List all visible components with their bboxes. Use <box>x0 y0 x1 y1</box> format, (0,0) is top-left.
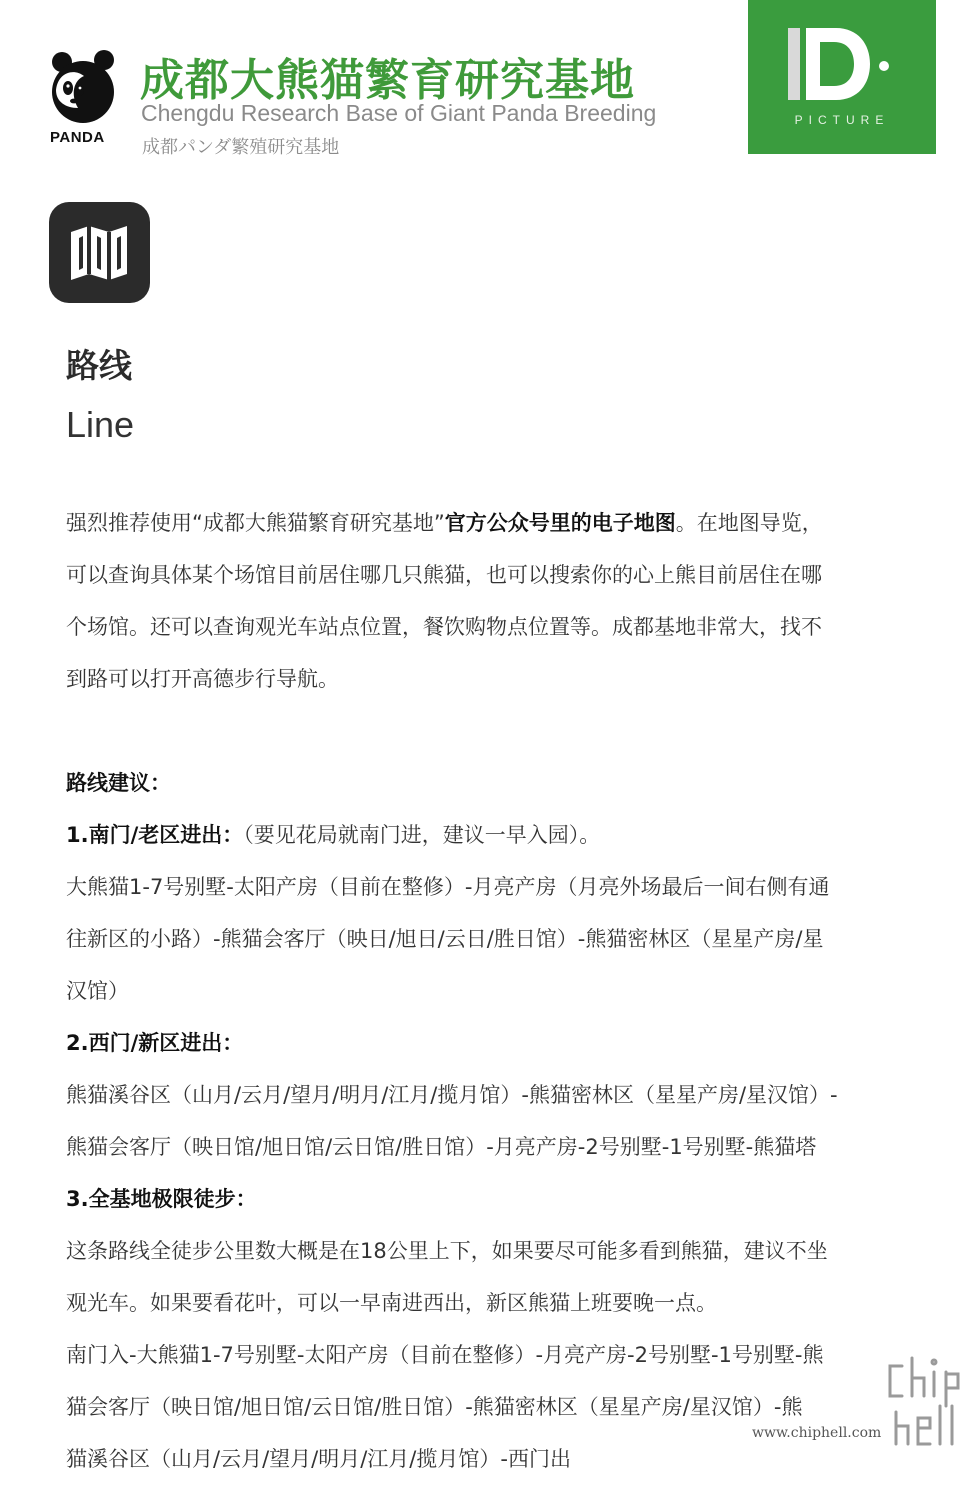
intro-line: 到路可以打开高德步行导航。 <box>66 667 339 691</box>
route-1-line: 大熊猫1-7号别墅-太阳产房（目前在整修）-月亮产房（月亮外场最后一间右侧有通 <box>66 875 830 899</box>
intro-line: 可以查询具体某个场馆目前居住哪几只熊猫，也可以搜索你的心上熊目前居住在哪 <box>66 563 822 587</box>
org-title-japanese: 成都パンダ繁殖研究基地 <box>142 137 340 158</box>
route-1-line: 往新区的小路）-熊猫会客厅（映日/旭日/云日/胜日馆）-熊猫密林区（星星产房/星 <box>66 927 824 951</box>
route-1-title: 1.南门/老区进出： <box>66 823 244 847</box>
intro-text: 。在地图导览， <box>675 511 823 535</box>
picture-logo-icon <box>748 0 936 110</box>
routes-heading: 路线建议： <box>66 771 171 795</box>
intro-line: 个场馆。还可以查询观光车站点位置，餐饮购物点位置等。成都基地非常大，找不 <box>66 615 822 639</box>
section-title-chinese: 路线 <box>66 346 132 385</box>
route-3-line: 猫溪谷区（山月/云月/望月/明月/江月/揽月馆）-西门出 <box>66 1447 571 1471</box>
route-1-title-line <box>66 809 946 861</box>
map-icon <box>49 202 150 303</box>
route-2-line: 熊猫会客厅（映日馆/旭日馆/云日馆/胜日馆）-月亮产房-2号别墅-1号别墅-熊猫塔 <box>66 1135 817 1159</box>
route-3-line: 观光车。如果要看花叶，可以一早南进西出，新区熊猫上班要晚一点。 <box>66 1291 717 1315</box>
route-1-note: （要见花局就南门进，建议一早入园）。 <box>243 823 601 847</box>
intro-text: 强烈推荐使用“成都大熊猫繁育研究基地” <box>66 511 445 535</box>
route-3-title: 3.全基地极限徒步： <box>66 1187 257 1211</box>
route-3-line: 南门入-大熊猫1-7号别墅-太阳产房（目前在整修）-月亮产房-2号别墅-1号别墅-熊 <box>66 1343 824 1367</box>
route-1-line: 汉馆） <box>66 979 129 1003</box>
route-2-line: 熊猫溪谷区（山月/云月/望月/明月/江月/揽月馆）-熊猫密林区（星星产房/星汉馆）- <box>66 1083 838 1107</box>
header <box>0 0 980 170</box>
watermark-url: www.chiphell.com <box>752 1425 882 1441</box>
panda-logo-text: PANDA <box>50 129 105 146</box>
org-title-chinese: 成都大熊猫繁育研究基地 <box>140 55 635 106</box>
picture-badge <box>748 0 936 154</box>
intro-paragraph <box>66 497 946 705</box>
org-title-english: Chengdu Research Base of Giant Panda Breeding <box>141 100 657 126</box>
route-3-line: 猫会客厅（映日馆/旭日馆/云日馆/胜日馆）-熊猫密林区（星星产房/星汉馆）-熊 <box>66 1395 803 1419</box>
chiphell-watermark <box>752 1352 970 1452</box>
section-title-english: Line <box>66 404 135 445</box>
picture-logo-text: PICTURE <box>794 113 890 127</box>
intro-line <box>66 497 946 549</box>
official-map-emphasis: 官方公众号里的电子地图 <box>444 511 676 535</box>
route-3-line: 这条路线全徒步公里数大概是在18公里上下，如果要尽可能多看到熊猫，建议不坐 <box>66 1239 828 1263</box>
folded-map-icon <box>49 202 150 303</box>
route-2-title: 2.西门/新区进出： <box>66 1031 244 1055</box>
